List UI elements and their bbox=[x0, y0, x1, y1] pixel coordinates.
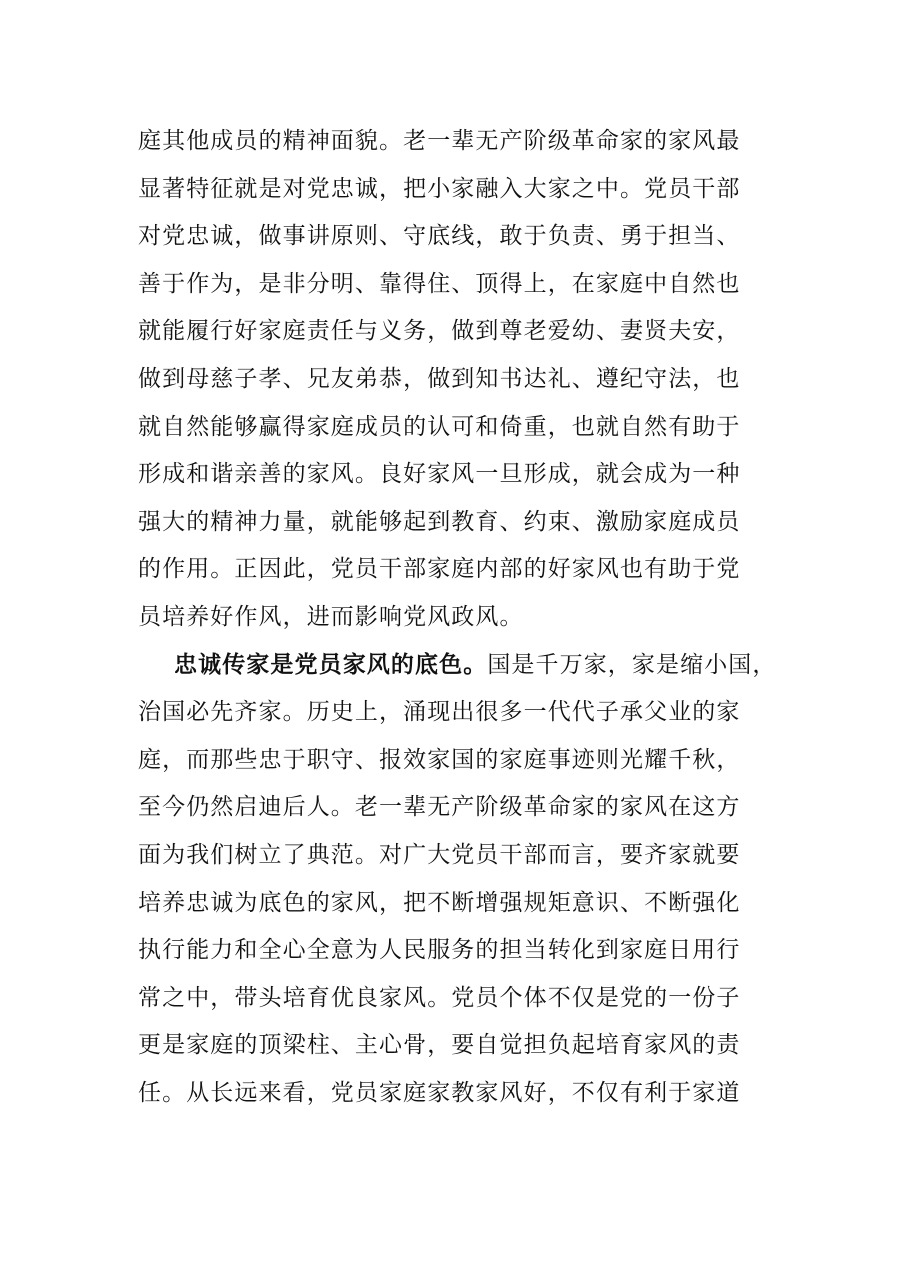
text-line: 至今仍然启迪后人。老一辈无产阶级革命家的家风在这方 bbox=[138, 794, 741, 821]
paragraph-heading: 忠诚传家是党员家风的底色。 bbox=[174, 651, 488, 678]
text-line: 任。从长远来看，党员家庭家教家风好，不仅有利于家道 bbox=[138, 1079, 741, 1106]
text-line: 做到母慈子孝、兄友弟恭，做到知书达礼、遵纪守法，也 bbox=[138, 365, 741, 392]
text-line: 显著特征就是对党忠诚，把小家融入大家之中。党员干部 bbox=[138, 175, 741, 202]
text-line: 更是家庭的顶梁柱、主心骨，要自觉担负起培育家风的责 bbox=[138, 1032, 741, 1059]
text-line: 员培养好作风，进而影响党风政风。 bbox=[138, 603, 524, 630]
text-line: 培养忠诚为底色的家风，把不断增强规矩意识、不断强化 bbox=[138, 889, 741, 916]
text-line: 庭，而那些忠于职守、报效家国的家庭事迹则光耀千秋， bbox=[138, 746, 741, 773]
text-line: 面为我们树立了典范。对广大党员干部而言，要齐家就要 bbox=[138, 841, 741, 868]
text-line: 就自然能够赢得家庭成员的认可和倚重，也就自然有助于 bbox=[138, 413, 741, 440]
text-line: 形成和谐亲善的家风。良好家风一旦形成，就会成为一种 bbox=[138, 461, 741, 488]
paragraph-heading-line bbox=[138, 642, 788, 690]
text-line: 对党忠诚，做事讲原则、守底线，敢于负责、勇于担当、 bbox=[138, 223, 741, 250]
text-line: 庭其他成员的精神面貌。老一辈无产阶级革命家的家风最 bbox=[138, 128, 741, 154]
text-line: 强大的精神力量，就能够起到教育、约束、激励家庭成员 bbox=[138, 508, 741, 535]
document-text bbox=[138, 118, 788, 1117]
text-line: 的作用。正因此，党员干部家庭内部的好家风也有助于党 bbox=[138, 556, 741, 583]
text-line: 常之中，带头培育优良家风。党员个体不仅是党的一份子 bbox=[138, 984, 741, 1011]
text-line-continuation: 国是千万家，家是缩小国， bbox=[487, 651, 777, 678]
text-line: 善于作为，是非分明、靠得住、顶得上，在家庭中自然也 bbox=[138, 270, 741, 297]
text-line: 治国必先齐家。历史上，涌现出很多一代代子承父业的家 bbox=[138, 699, 741, 726]
text-line: 就能履行好家庭责任与义务，做到尊老爱幼、妻贤夫安， bbox=[138, 318, 741, 345]
text-line: 执行能力和全心全意为人民服务的担当转化到家庭日用行 bbox=[138, 937, 741, 964]
